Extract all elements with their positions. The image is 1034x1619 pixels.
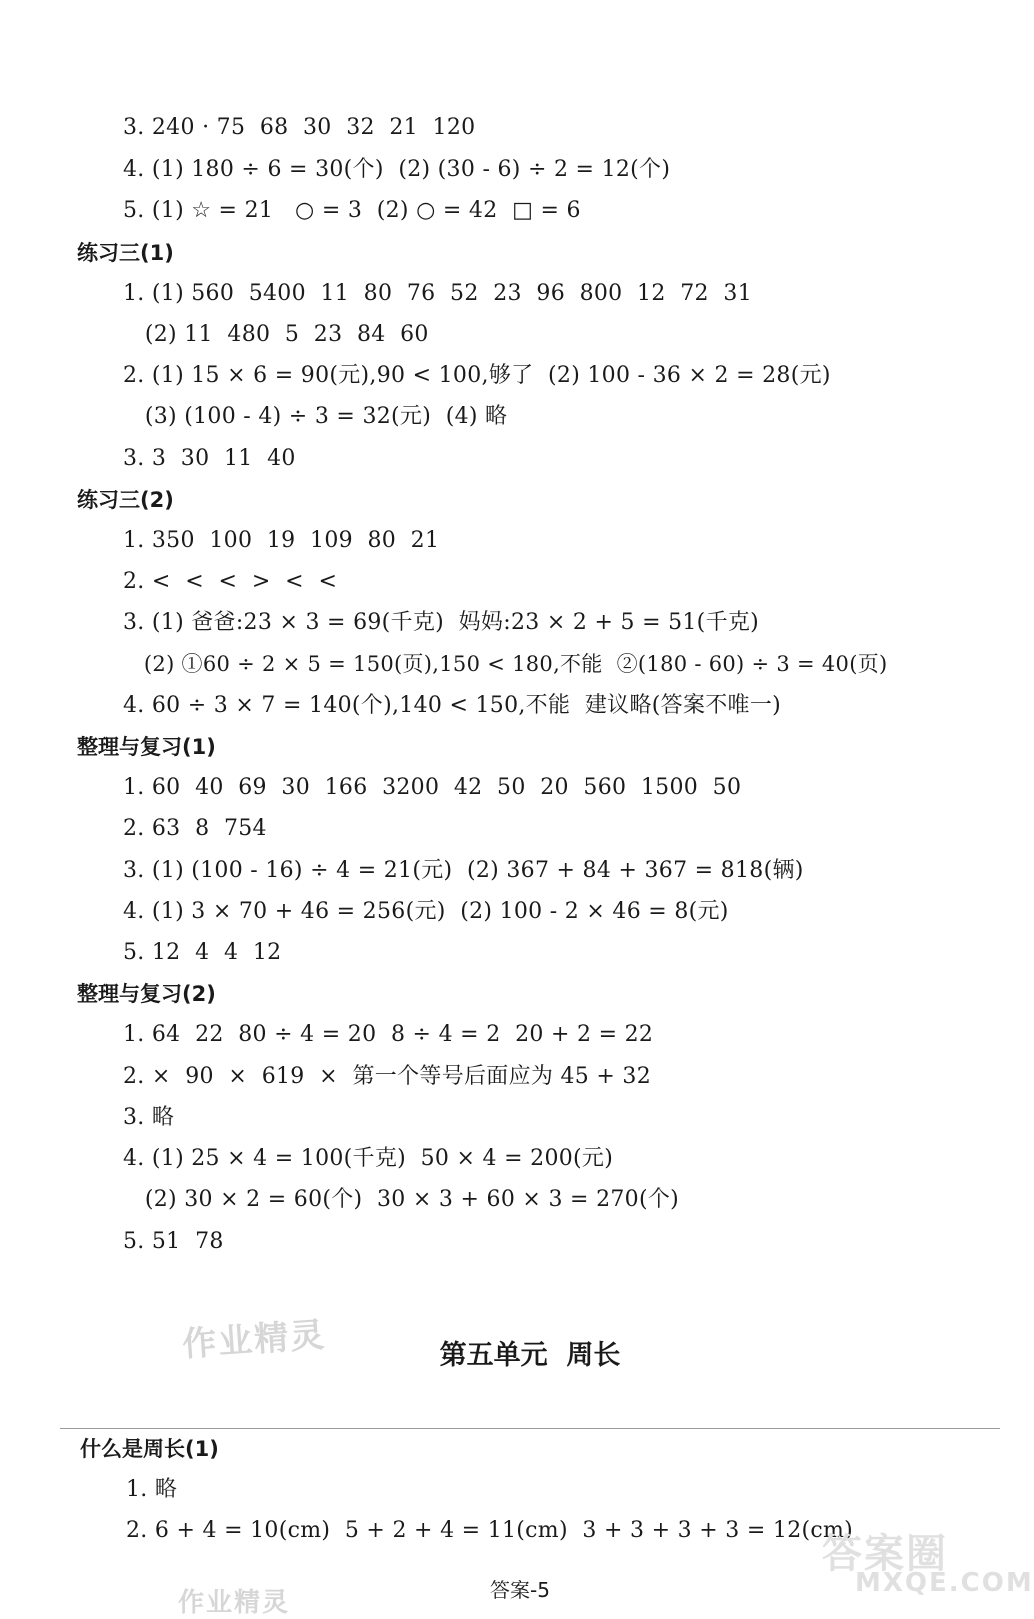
answer-line: 2. × 90 × 619 × 第一个等号后面应为 45 + 32 bbox=[123, 1064, 652, 1089]
answer-line: 3. 3 30 11 40 bbox=[123, 446, 296, 471]
unit-title: 第五单元 周长 bbox=[439, 1340, 621, 1371]
answer-line: 4. (1) 3 × 70 + 46 = 256(元) (2) 100 - 2 × 46 = 8(元) bbox=[123, 899, 729, 924]
watermark-logo: 作业精灵 bbox=[181, 1315, 328, 1365]
section-divider bbox=[60, 1428, 1000, 1429]
answer-line: 1. 350 100 19 109 80 21 bbox=[123, 528, 440, 553]
answer-line: 4. (1) 180 ÷ 6 = 30(个) (2) (30 - 6) ÷ 2 = 12(个) bbox=[123, 157, 671, 182]
answer-line: 2. 6 + 4 = 10(cm) 5 + 2 + 4 = 11(cm) 3 + 3 + 3 + 3 = 12(cm) bbox=[126, 1518, 854, 1543]
section-heading: 练习三(1) bbox=[77, 241, 174, 265]
answer-line: 1. 60 40 69 30 166 3200 42 50 20 560 1500 50 bbox=[123, 775, 742, 800]
watermark-logo: 作业精灵 bbox=[178, 1588, 291, 1618]
answer-line: 2. (1) 15 × 6 = 90(元),90 < 100,够了 (2) 100 - 36 × 2 = 28(元) bbox=[123, 363, 831, 388]
section-heading: 什么是周长(1) bbox=[80, 1437, 219, 1461]
answer-line: (3) (100 - 4) ÷ 3 = 32(元) (4) 略 bbox=[123, 404, 508, 429]
page-number: 答案-5 bbox=[490, 1578, 550, 1602]
answer-line: (2) 11 480 5 23 84 60 bbox=[123, 322, 429, 347]
answer-line: 2. 63 8 754 bbox=[123, 816, 267, 841]
answer-line: 4. 60 ÷ 3 × 7 = 140(个),140 < 150,不能 建议略(答案不唯一) bbox=[123, 693, 782, 718]
answer-line: 4. (1) 25 × 4 = 100(千克) 50 × 4 = 200(元) bbox=[123, 1146, 614, 1171]
answer-line: 3. (1) 爸爸:23 × 3 = 69(千克) 妈妈:23 × 2 + 5 = 51(千克) bbox=[123, 610, 760, 635]
answer-line: 2. < < < > < < bbox=[123, 569, 338, 594]
section-heading: 练习三(2) bbox=[77, 488, 174, 512]
answer-line: 1. (1) 560 5400 11 80 76 52 23 96 800 12 72 31 bbox=[123, 281, 753, 306]
answer-line: 1. 略 bbox=[126, 1477, 178, 1502]
answer-line: 5. (1) ☆ = 21 ○ = 3 (2) ○ = 42 □ = 6 bbox=[123, 198, 581, 223]
answer-line: (2) 30 × 2 = 60(个) 30 × 3 + 60 × 3 = 270(个) bbox=[123, 1187, 680, 1212]
answer-line: 3. 略 bbox=[123, 1105, 175, 1130]
answer-line: 5. 12 4 4 12 bbox=[123, 940, 282, 965]
watermark-url: MXQE.COM bbox=[855, 1568, 1034, 1598]
section-heading: 整理与复习(2) bbox=[77, 982, 216, 1006]
watermark-logo: 答案圈 bbox=[822, 1531, 948, 1577]
answer-line: 5. 51 78 bbox=[123, 1229, 224, 1254]
answer-line: 3. 240 · 75 68 30 32 21 120 bbox=[123, 115, 476, 140]
answer-line: (2) ①60 ÷ 2 × 5 = 150(页),150 < 180,不能 ②(180 - 60) ÷ 3 = 40(页) bbox=[123, 652, 888, 676]
section-heading: 整理与复习(1) bbox=[77, 735, 216, 759]
answer-line: 3. (1) (100 - 16) ÷ 4 = 21(元) (2) 367 + 84 + 367 = 818(辆) bbox=[123, 858, 804, 883]
answer-line: 1. 64 22 80 ÷ 4 = 20 8 ÷ 4 = 2 20 + 2 = 22 bbox=[123, 1022, 654, 1047]
